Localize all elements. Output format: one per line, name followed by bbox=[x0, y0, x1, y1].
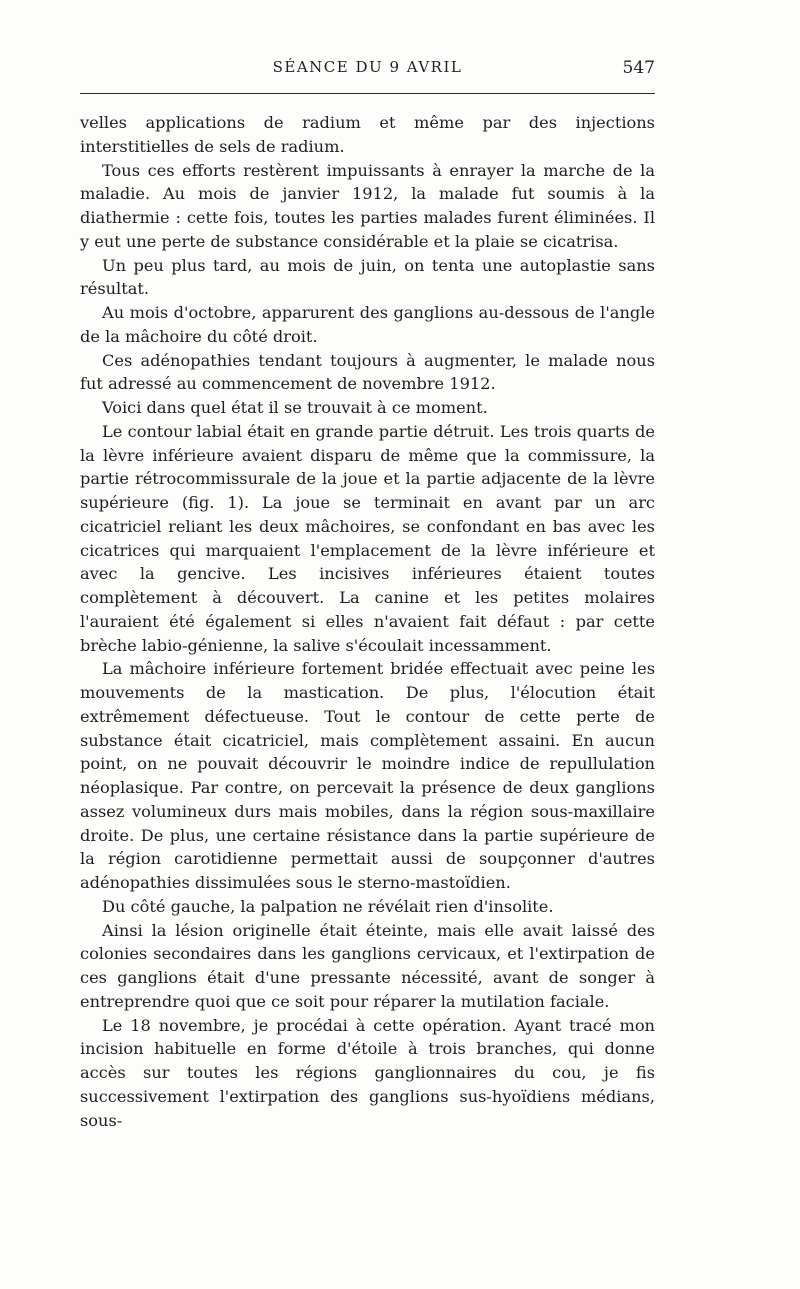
body-text bbox=[80, 111, 655, 1132]
paragraph: La mâchoire inférieure fortement bridée effectuait avec peine les mouvements de la mastication. De plus, l'élocution était extrêmement défectueuse. Tout le contour de cette perte de substance était cicatriciel, mais complètement assaini. En aucun point, on ne pouvait découvrir le moindre indice de repullulation néoplasique. Par contre, on percevait la présence de deux ganglions assez volumineux durs mais mobiles, dans la région sous-maxillaire droite. De plus, une certaine résistance dans la partie supérieure de la région carotidienne permettait aussi de soupçonner d'autres adénopathies dissimulées sous le sterno-mastoïdien. bbox=[80, 659, 655, 892]
paragraph: Au mois d'octobre, apparurent des ganglions au-dessous de l'angle de la mâchoire du côté droit. bbox=[80, 303, 655, 346]
paragraph: Tous ces efforts restèrent impuissants à enrayer la marche de la maladie. Au mois de janvier 1912, la malade fut soumis à la diathermie : cette fois, toutes les parties malades furent éliminées. Il y eut une perte de substance considérable et la plaie se cicatrisa. bbox=[80, 160, 655, 251]
page-number: 547 bbox=[622, 58, 655, 78]
paragraph: Le 18 novembre, je procédai à cette opération. Ayant tracé mon incision habituelle en forme d'étoile à trois branches, qui donne accès sur toutes les régions ganglionnaires du cou, je fis successivement l'extirpation des ganglions sus-hyoïdiens médians, sous- bbox=[80, 1015, 655, 1130]
paragraph: Ainsi la lésion originelle était éteinte, mais elle avait laissé des colonies secondaires dans les ganglions cervicaux, et l'extirpation de ces ganglions était d'une pressante nécessité, avant de songer à entreprendre quoi que ce soit pour réparer la mutilation faciale. bbox=[80, 920, 655, 1011]
paragraph: Ces adénopathies tendant toujours à augmenter, le malade nous fut adressé au commencement de novembre 1912. bbox=[80, 350, 655, 394]
paragraph: Le contour labial était en grande partie détruit. Les trois quarts de la lèvre inférieure avaient disparu de même que la commissure, la partie rétrocommissurale de la joue et la partie adjacente de la lèvre supérieure (fig. 1). La joue se terminait en avant par un arc cicatriciel reliant les deux mâchoires, se confondant en bas avec les cicatrices qui marquaient l'emplacement de la lèvre inférieure et avec la gencive. Les incisives inférieures étaient toutes complètement à découvert. La canine et les petites molaires l'auraient été également si elles n'avaient fait défaut : par cette brèche labio-génienne, la salive s'écoulait incessamment. bbox=[80, 421, 655, 655]
running-title: SÉANCE DU 9 AVRIL bbox=[272, 58, 463, 76]
paragraph: Voici dans quel état il se trouvait à ce moment. bbox=[102, 398, 488, 417]
paragraph: velles applications de radium et même par des injections interstitielles de sels de radium. bbox=[80, 113, 655, 156]
header-rule bbox=[80, 93, 655, 94]
paragraph: Un peu plus tard, au mois de juin, on tenta une autoplastie sans résultat. bbox=[80, 255, 655, 299]
running-head bbox=[80, 58, 655, 82]
paragraph: Du côté gauche, la palpation ne révélait rien d'insolite. bbox=[102, 896, 554, 916]
